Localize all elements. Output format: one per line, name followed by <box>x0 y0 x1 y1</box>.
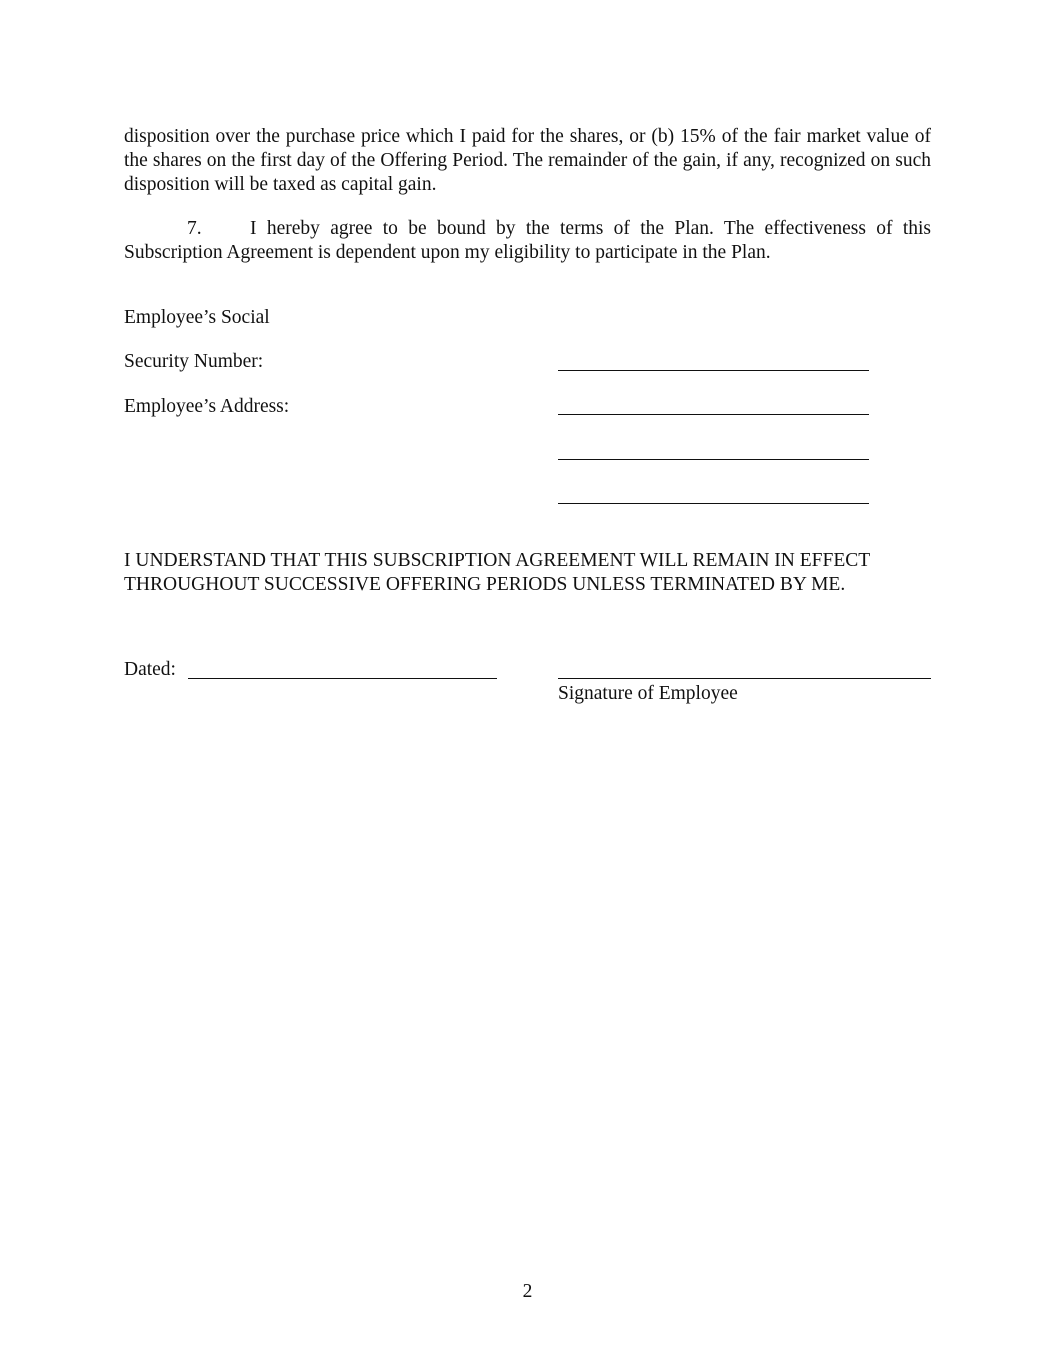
paragraph-7-text: I hereby agree to be bound by the terms of the Plan. The effectiveness of this Subscription Agreement is dependent upon my eligibility to participate in the Plan. <box>124 218 931 263</box>
date-input-line[interactable] <box>188 678 497 679</box>
address-input-line-2[interactable] <box>558 459 869 460</box>
paragraph-7 <box>124 217 931 265</box>
acknowledgement-text: I UNDERSTAND THAT THIS SUBSCRIPTION AGREEMENT WILL REMAIN IN EFFECT THROUGHOUT SUCCESSIVE OFFERING PERIODS UNLESS TERMINATED BY ME. <box>124 550 870 595</box>
signature-caption: Signature of Employee <box>558 683 738 704</box>
ssn-label-line2: Security Number: <box>124 351 264 372</box>
page-number: 2 <box>522 1281 533 1302</box>
address-input-line-1[interactable] <box>558 414 869 415</box>
ssn-label-line1: Employee’s Social <box>124 307 270 328</box>
address-input-line-3[interactable] <box>558 503 869 504</box>
address-label: Employee’s Address: <box>124 396 290 417</box>
signature-input-line[interactable] <box>558 678 931 679</box>
paragraph-7-number: 7. <box>187 218 202 239</box>
dated-label: Dated: <box>124 659 176 680</box>
ssn-input-line[interactable] <box>558 370 869 371</box>
paragraph-continued: disposition over the purchase price which I paid for the shares, or (b) 15% of the fair market value of the shares on the first day of the Offering Period. The remainder of the gain, if any, recognized on such disposition will be taxed as capital gain. <box>124 126 931 195</box>
